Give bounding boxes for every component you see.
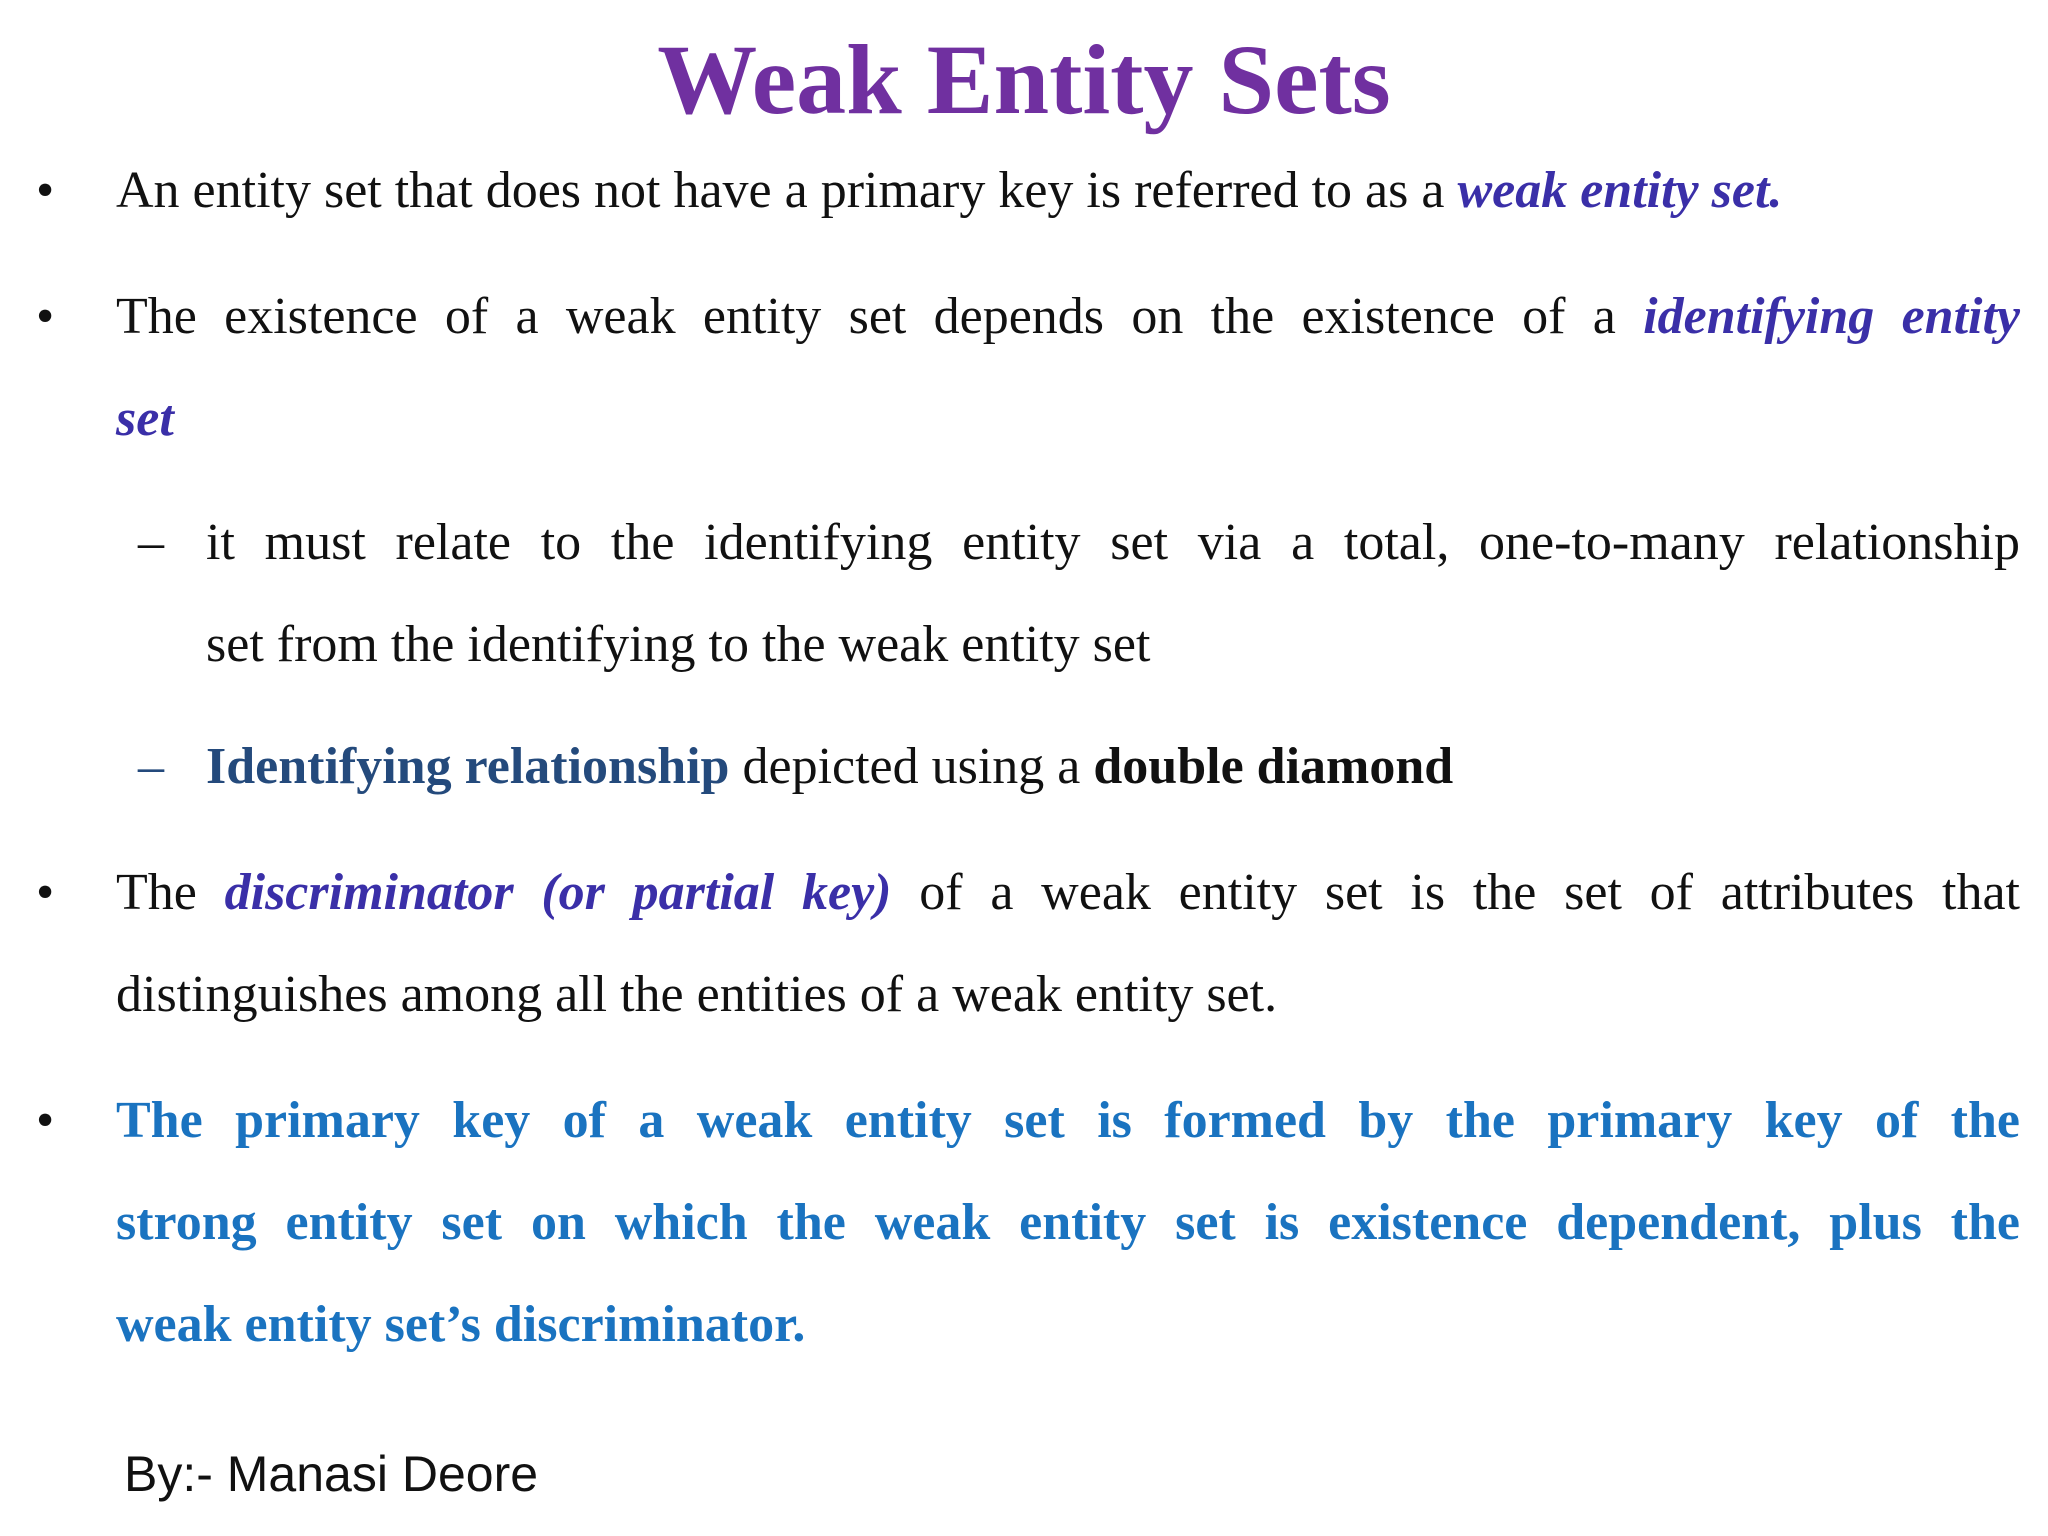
dash-marker: – [138,738,164,795]
sub-item-2-text [206,736,1453,798]
bullet-marker: • [36,1092,55,1149]
bullet-3-plain-before: The [116,864,225,921]
bullet-3-line-1 [116,862,2020,924]
sub-item-2-emphasis: Identifying relationship [206,738,730,795]
sub-item-2-middle: depicted using a [729,738,1094,795]
bullet-1-plain: An entity set that does not have a primary key is referred to as a [116,162,1458,219]
bullet-3-plain-after: of a weak entity set is the set of attributes that [891,864,2021,921]
bullet-4-line-2: strong entity set on which the weak entity set is existence dependent, plus the [116,1194,2020,1251]
bullet-marker: • [36,864,55,921]
sub-item-1-line-2: set from the identifying to the weak entity set [206,616,1151,673]
bullet-2-line-1 [116,286,2020,348]
bullet-1-emphasis: weak entity set. [1457,162,1783,219]
bullet-2-emphasis-line-2: set [116,390,174,447]
sub-item-1-line-1: it must relate to the identifying entity set via a total, one-to-many relationship [206,514,2020,571]
bullet-2-plain: The existence of a weak entity set depends on the existence of a [116,288,1644,345]
dash-marker: – [138,514,164,571]
bullet-2-line-2 [116,388,174,450]
bullet-marker: • [36,162,55,219]
sub-item-2-bold: double diamond [1093,738,1454,795]
bullet-3-emphasis: discriminator (or partial key) [224,864,892,921]
bullet-marker: • [36,288,55,345]
author-credit: By:- Manasi Deore [124,1446,539,1502]
bullet-2-emphasis-line-1: identifying entity [1643,288,2020,345]
bullet-4-line-3: weak entity set’s discriminator. [116,1296,806,1353]
bullet-3-line-2: distinguishes among all the entities of a weak entity set. [116,966,1278,1023]
bullet-4-line-1: The primary key of a weak entity set is formed by the primary key of the [116,1092,2020,1149]
bullet-1-text [116,160,1782,222]
slide-title: Weak Entity Sets [657,24,1391,135]
